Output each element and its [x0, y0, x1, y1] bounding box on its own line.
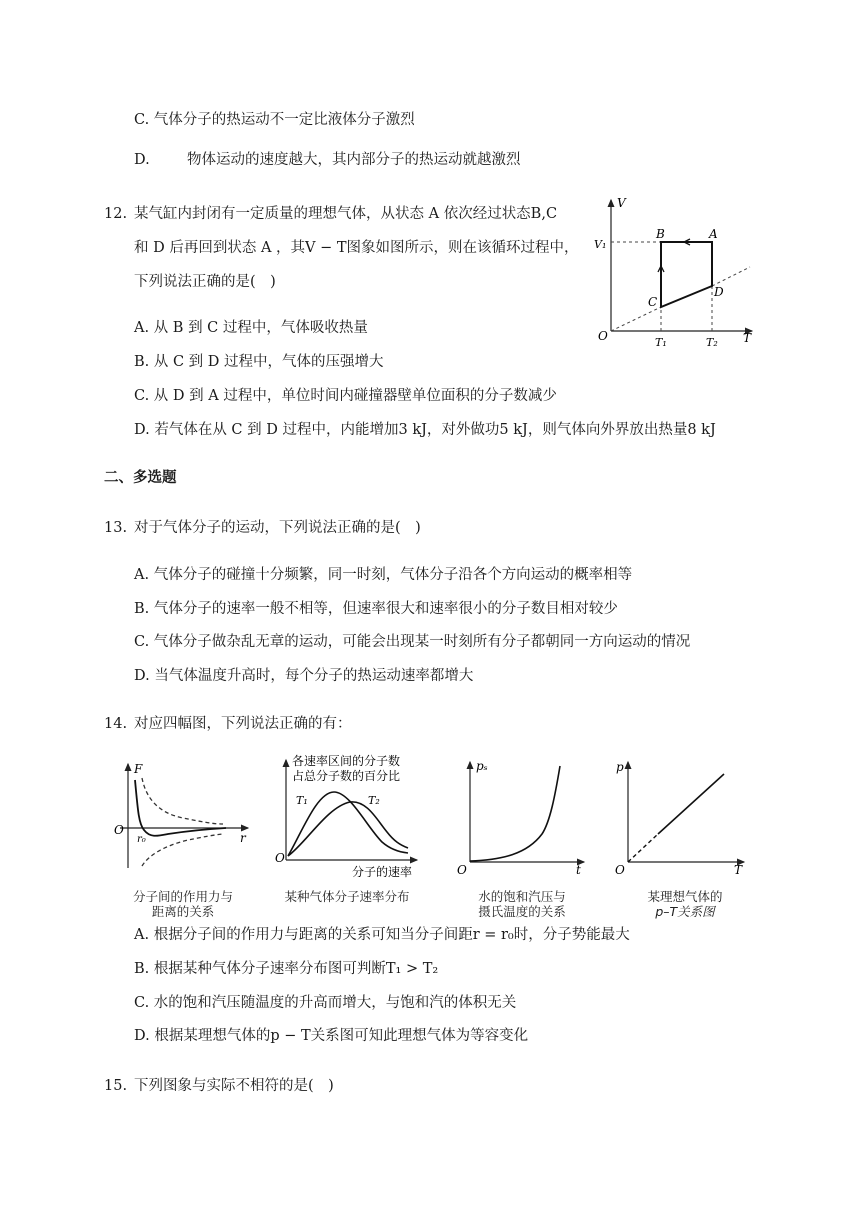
- q14-fig3-x-label: t: [576, 863, 581, 876]
- q15-number: 15.: [104, 1078, 128, 1094]
- q13-option-c: C. 气体分子做杂乱无章的运动，可能会出现某一时刻所有分子都朝同一方向运动的情况: [134, 634, 691, 650]
- q12-v1-label: V₁: [594, 238, 607, 251]
- q14-option-b: B. 根据某种气体分子速率分布图可判断T₁ > T₂: [134, 961, 439, 977]
- q14-fig3-y-label: pₛ: [476, 759, 488, 773]
- q14-fig1-origin: O: [114, 823, 124, 837]
- q14-fig3-caption-2: 摄氏温度的关系: [478, 904, 566, 919]
- q14-fig4-caption-2: p–T关系图: [655, 904, 715, 919]
- q12-point-c: C: [648, 295, 658, 309]
- q14-fig1-r0-label: r₀: [137, 834, 146, 845]
- q14-speed-distribution-graph: [272, 752, 432, 882]
- q14-pressure-temperature-graph: [614, 756, 754, 876]
- q12-v-axis-label: V: [617, 196, 626, 210]
- q14-force-distance-graph: [108, 758, 258, 888]
- q12-stem-line3: 下列说法正确的是( ): [134, 274, 276, 290]
- q13-number: 13.: [104, 520, 128, 536]
- q14-fig3-caption-1: 水的饱和汽压与: [478, 889, 566, 904]
- q14-fig1-caption-2: 距离的关系: [151, 904, 215, 919]
- q14-number: 14.: [104, 716, 128, 732]
- q11-option-d-text: 物体运动的速度越大，其内部分子的热运动就越激烈: [187, 152, 521, 168]
- q12-t-axis-label: T: [743, 331, 752, 345]
- q12-t1-label: T₁: [655, 336, 667, 349]
- q13-option-a: A. 气体分子的碰撞十分频繁，同一时刻，气体分子沿各个方向运动的概率相等: [134, 567, 633, 583]
- q12-origin-label: O: [598, 329, 608, 343]
- q12-t2-label: T₂: [706, 336, 718, 349]
- q14-fig1-x-label: r: [240, 831, 246, 845]
- q14-fig2-x-label: 分子的速率: [352, 865, 413, 879]
- q12-point-d: D: [714, 285, 724, 299]
- q13-stem: 对于气体分子的运动，下列说法正确的是( ): [134, 520, 421, 536]
- q12-stem-line1: 某气缸内封闭有一定质量的理想气体，从状态 A 依次经过状态B,C: [134, 206, 558, 222]
- q12-vt-graph: [592, 194, 762, 350]
- q14-fig1-caption-1: 分子间的作用力与: [132, 889, 233, 904]
- section-title: 二、多选题: [104, 469, 177, 486]
- q12-option-d: D. 若气体在从 C 到 D 过程中，内能增加3 kJ，对外做功5 kJ，则气体向外界放出热量8 kJ: [134, 422, 716, 438]
- q14-stem: 对应四幅图，下列说法正确的有：: [134, 716, 352, 732]
- q13-option-d: D. 当气体温度升高时，每个分子的热运动速率都增大: [134, 668, 474, 684]
- q14-option-c: C. 水的饱和汽压随温度的升高而增大，与饱和汽的体积无关: [134, 995, 517, 1011]
- q14-fig4-x-label: T: [734, 863, 743, 876]
- q14-fig2-title-1: 各速率区间的分子数: [292, 754, 401, 768]
- q12-point-b: B: [656, 227, 665, 241]
- q14-fig2-origin: O: [275, 851, 285, 865]
- q12-option-b: B. 从 C 到 D 过程中，气体的压强增大: [134, 354, 384, 370]
- q12-point-a: A: [709, 227, 718, 241]
- q14-option-a: A. 根据分子间的作用力与距离的关系可知当分子间距r = r₀时，分子势能最大: [134, 927, 630, 943]
- q12-number: 12.: [104, 206, 128, 222]
- q14-fig1-y-label: F: [134, 762, 143, 776]
- q14-fig2-caption-1: 某种气体分子速率分布: [284, 889, 410, 904]
- q14-fig2-title-2: 占总分子数的百分比: [292, 769, 401, 783]
- q12-stem-line2: 和 D 后再回到状态 A ，其V − T图象如图所示，则在该循环过程中，: [134, 240, 579, 256]
- q12-option-c: C. 从 D 到 A 过程中，单位时间内碰撞器壁单位面积的分子数减少: [134, 388, 557, 404]
- q14-fig4-caption-1: 某理想气体的: [647, 889, 723, 904]
- q14-option-d: D. 根据某理想气体的p − T关系图可知此理想气体为等容变化: [134, 1028, 529, 1044]
- q14-vapor-pressure-graph: [452, 756, 592, 876]
- q11-option-d-label: D.: [134, 152, 150, 168]
- q13-option-b: B. 气体分子的速率一般不相等，但速率很大和速率很小的分子数目相对较少: [134, 601, 618, 617]
- q14-fig4-origin: O: [615, 863, 625, 876]
- q14-fig3-origin: O: [457, 863, 467, 876]
- q14-fig2-t2-label: T₂: [368, 794, 380, 807]
- q11-option-c: C. 气体分子的热运动不一定比液体分子激烈: [134, 112, 415, 128]
- q12-option-a: A. 从 B 到 C 过程中，气体吸收热量: [134, 320, 368, 336]
- q15-stem: 下列图象与实际不相符的是( ): [134, 1078, 334, 1094]
- q14-fig4-y-label: p: [616, 760, 624, 774]
- q14-fig2-t1-label: T₁: [296, 794, 308, 807]
